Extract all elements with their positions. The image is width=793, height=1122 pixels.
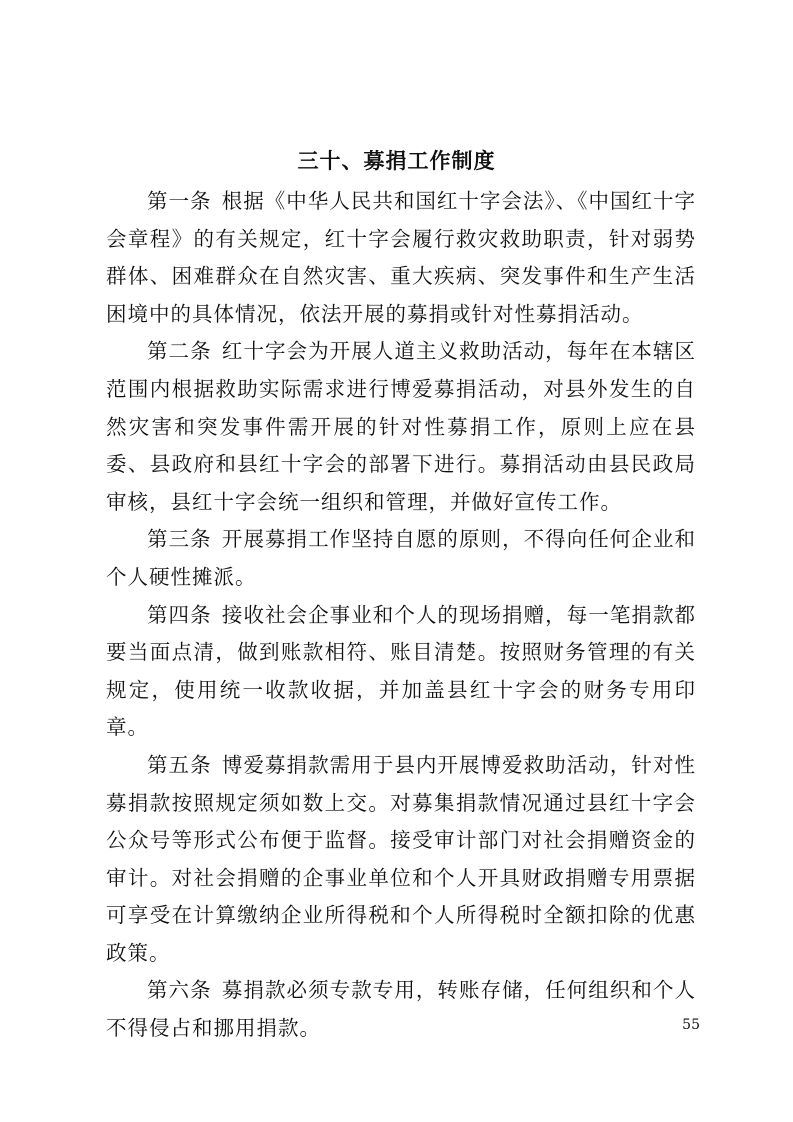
article-3-label: 第三条 xyxy=(147,527,212,552)
article-4 xyxy=(106,597,696,747)
article-1-label: 第一条 xyxy=(147,189,212,213)
article-5-text: 博爱募捐款需用于县内开展博爱救助活动，针对性募捐款按照规定须如数上交。对募集捐款情况通过县红十字会公众号等形式公布便于监督。接受审计部门对社会捐赠资金的审计。对社会捐赠的企事业单位和个人开具财政捐赠专用票据可享受在计算缴纳企业所得税和个人所得税时全额扣除的优惠政策。 xyxy=(106,752,696,965)
article-4-label: 第四条 xyxy=(147,602,212,627)
article-3 xyxy=(106,521,696,596)
article-2-label: 第二条 xyxy=(147,339,212,364)
article-6 xyxy=(106,972,696,1047)
document-body xyxy=(106,183,696,1048)
article-1 xyxy=(106,183,696,333)
article-5 xyxy=(106,747,696,973)
article-3-text: 开展募捐工作坚持自愿的原则，不得向任何企业和个人硬性摊派。 xyxy=(106,527,696,589)
article-6-text: 募捐款必须专款专用，转账存储，任何组织和个人不得侵占和挪用捐款。 xyxy=(106,978,696,1041)
article-5-label: 第五条 xyxy=(147,752,212,777)
document-title: 三十、募捐工作制度 xyxy=(297,149,496,173)
article-2-text: 红十字会为开展人道主义救助活动，每年在本辖区范围内根据救助实际需求进行博爱募捐活动，对县外发生的自然灾害和突发事件需开展的针对性募捐工作，原则上应在县委、县政府和县红十字会的部署下进行。募捐活动由县民政局审核，县红十字会统一组织和管理，并做好宣传工作。 xyxy=(106,339,696,514)
article-4-text: 接收社会企事业和个人的现场捐赠，每一笔捐款都要当面点清，做到账款相符、账目清楚。按照财务管理的有关规定，使用统一收款收据，并加盖县红十字会的财务专用印章。 xyxy=(106,602,696,740)
page-number: 55 xyxy=(682,1017,700,1033)
article-6-label: 第六条 xyxy=(147,978,212,1003)
article-1-text: 根据《中华人民共和国红十字会法》、《中国红十字会章程》的有关规定，红十字会履行救灾救助职责，针对弱势群体、困难群众在自然灾害、重大疾病、突发事件和生产生活困境中的具体情况，依法开展的募捐或针对性募捐活动。 xyxy=(106,189,696,326)
article-2 xyxy=(106,333,696,521)
